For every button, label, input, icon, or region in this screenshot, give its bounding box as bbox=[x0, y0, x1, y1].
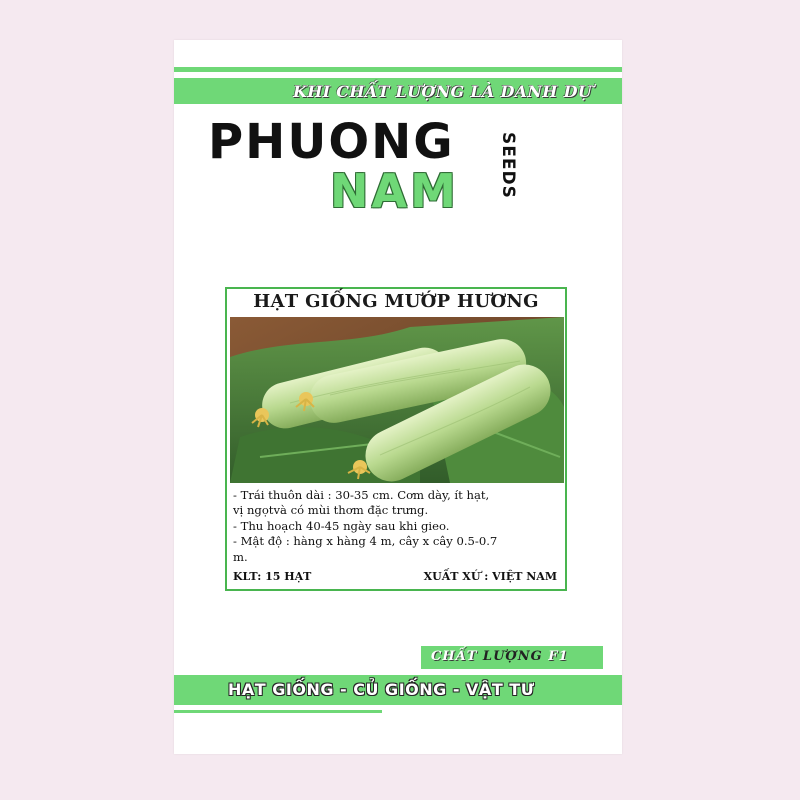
bottom-slogan: HẠT GIỐNG - CỦ GIỐNG - VẬT TƯ bbox=[228, 680, 535, 699]
quality-badge bbox=[418, 646, 603, 669]
bottom-slogan-band bbox=[174, 675, 622, 705]
quality-word-1: CHẤT bbox=[431, 649, 478, 664]
slogan-text: KHI CHẤT LƯỢNG LÀ DANH DỰ bbox=[293, 82, 592, 101]
bottom-accent-line bbox=[174, 710, 382, 713]
description-line: vị ngọtvà có mùi thơm đặc trưng. bbox=[233, 503, 429, 518]
top-accent-line bbox=[174, 67, 622, 72]
brand-name-line1: PHUONG bbox=[208, 114, 455, 170]
description-line: - Trái thuôn dài : 30-35 cm. Cơm dày, ít hạt, bbox=[233, 488, 490, 502]
origin: XUẤT XỨ : VIỆT NAM bbox=[423, 570, 557, 583]
brand-seeds-label: SEEDS bbox=[498, 132, 518, 199]
description-line: - Thu hoạch 40-45 ngày sau khi gieo. bbox=[233, 518, 450, 533]
luffa-gourd-photo bbox=[230, 317, 564, 483]
quality-text bbox=[431, 649, 569, 664]
quality-word-2: LƯỢNG bbox=[482, 649, 543, 664]
product-card bbox=[225, 287, 567, 591]
description-line: - Mật độ : hàng x hàng 4 m, cây x cây 0.5-0.7 bbox=[233, 534, 498, 549]
slogan-band bbox=[174, 78, 622, 104]
net-weight: KLT: 15 HẠT bbox=[233, 570, 312, 583]
product-title: HẠT GIỐNG MƯỚP HƯƠNG bbox=[253, 291, 539, 312]
seed-packet bbox=[174, 40, 622, 754]
description-line: m. bbox=[233, 549, 248, 564]
brand-name-line2: NAM bbox=[330, 164, 459, 218]
product-description bbox=[233, 488, 563, 565]
quality-grade: F1 bbox=[548, 649, 569, 664]
